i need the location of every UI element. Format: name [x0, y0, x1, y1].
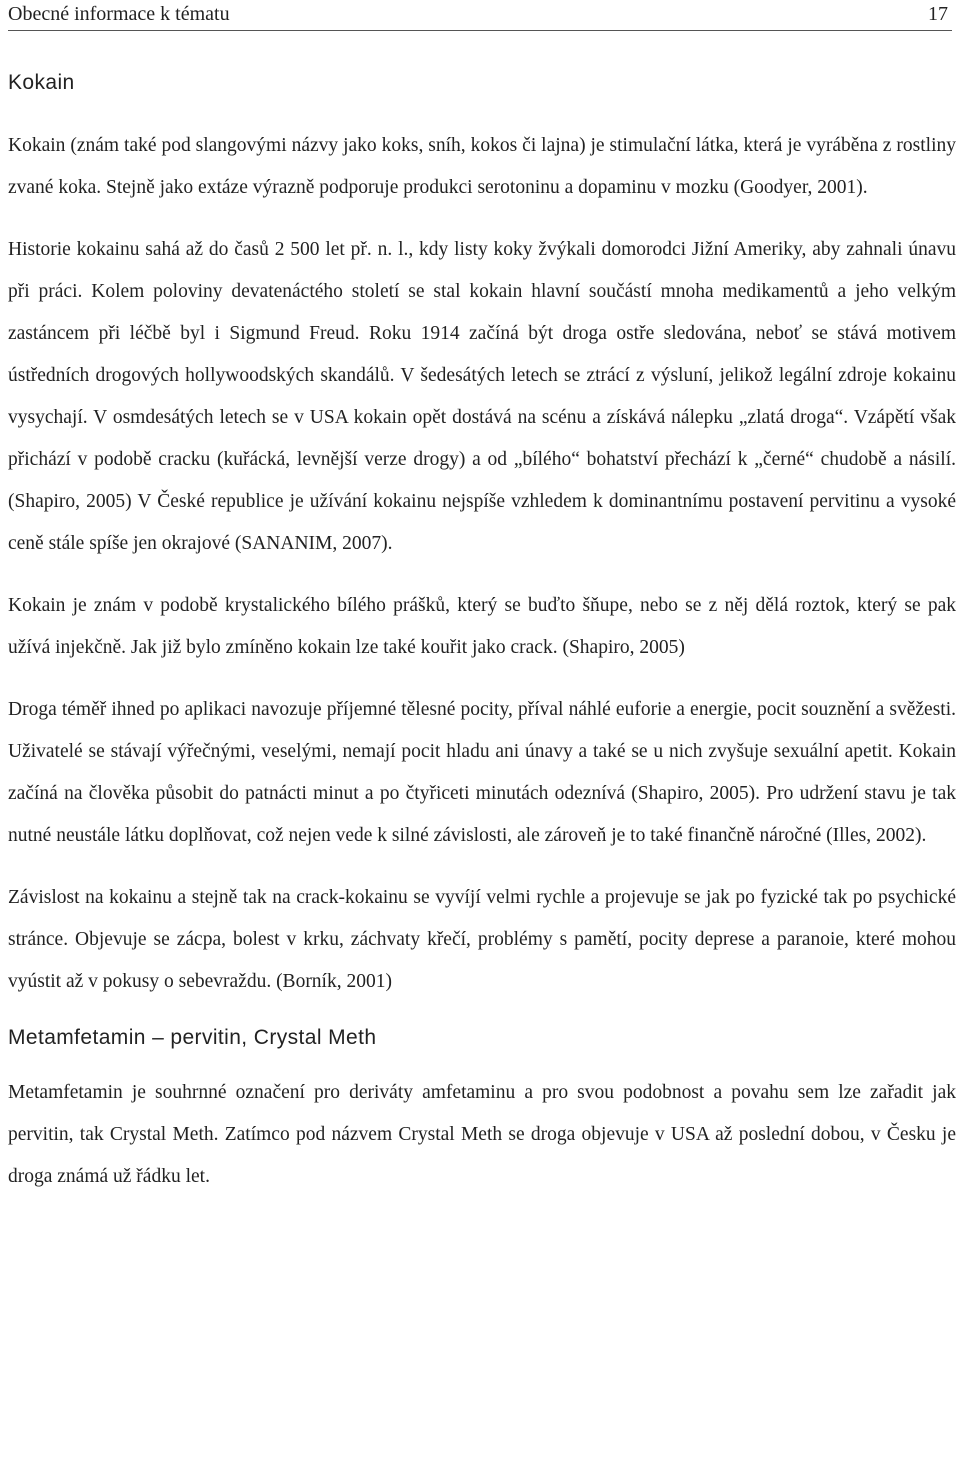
paragraph: Kokain je znám v podobě krystalického bílého prášků, který se buďto šňupe, nebo se z něj dělá roztok, který se pak užívá injekčně. Jak již bylo zmíněno kokain lze také kouřit jako crack. (Shapiro, 2005): [8, 595, 956, 658]
page-body: [8, 68, 956, 1218]
section-heading-kokain: Kokain: [8, 71, 75, 94]
paragraph: Droga téměř ihned po aplikaci navozuje příjemné tělesné pocity, příval náhlé euforie a energie, pocit souznění a svěžesti. Uživatelé se stávají výřečnými, veselými, nemají pocit hladu ani únavy a také se u nich zvyšuje sexuální apetit. Kokain začíná na člověka působit do patnácti minut a po čtyřiceti minutách odeznívá (Shapiro, 2005). Pro udržení stavu je tak nutné neustále látku doplňovat, což nejen vede k silné závislosti, ale zároveň je to také finančně náročné (Illes, 2002).: [8, 699, 956, 846]
paragraph: Kokain (znám také pod slangovými názvy jako koks, sníh, kokos či lajna) je stimulační látka, která je vyráběna z rostliny zvané koka. Stejně jako extáze výrazně podporuje produkci serotoninu a dopaminu v mozku (Goodyer, 2001).: [8, 135, 956, 198]
page-header: [8, 0, 952, 31]
section-heading-metamfetamin: Metamfetamin – pervitin, Crystal Meth: [8, 1026, 377, 1049]
paragraph: Závislost na kokainu a stejně tak na crack-kokainu se vyvíjí velmi rychle a projevuje se jak po fyzické tak po psychické stránce. Objevuje se zácpa, bolest v krku, záchvaty křečí, problémy s pamětí, pocity deprese a paranoie, které mohou vyústit až v pokusy o sebevraždu. (Borník, 2001): [8, 887, 956, 992]
paragraph: Metamfetamin je souhrnné označení pro deriváty amfetaminu a pro svou podobnost a povahu sem lze zařadit jak pervitin, tak Crystal Meth. Zatímco pod názvem Crystal Meth se droga objevuje v USA až poslední dobou, v Česku je droga známá už řádku let.: [8, 1082, 956, 1187]
running-title: Obecné informace k tématu: [8, 3, 230, 25]
paragraph: Historie kokainu sahá až do časů 2 500 let př. n. l., kdy listy koky žvýkali domorodci Jižní Ameriky, aby zahnali únavu při práci. Kolem poloviny devatenáctého století se stal kokain hlavní součástí mnoha medikamentů a jeho velkým zastáncem při léčbě byl i Sigmund Freud. Roku 1914 začíná být droga ostře sledována, neboť se stává motivem ústředních drogových hollywoodských skandálů. V šedesátých letech se ztrácí z výsluní, jelikož legální zdroje kokainu vysychají. V osmdesátých letech se v USA kokain opět dostává na scénu a získává nálepku „zlatá droga“. Vzápětí však přichází v podobě cracku (kuřácká, levnější verze drogy) a od „bílého“ bohatství přechází k „černé“ chudobě a násilí. (Shapiro, 2005) V České republice je užívání kokainu nejspíše vzhledem k dominantnímu postavení pervitinu a vysoké ceně stále spíše jen okrajové (SANANIM, 2007).: [8, 239, 956, 554]
page-number: 17: [928, 3, 948, 25]
